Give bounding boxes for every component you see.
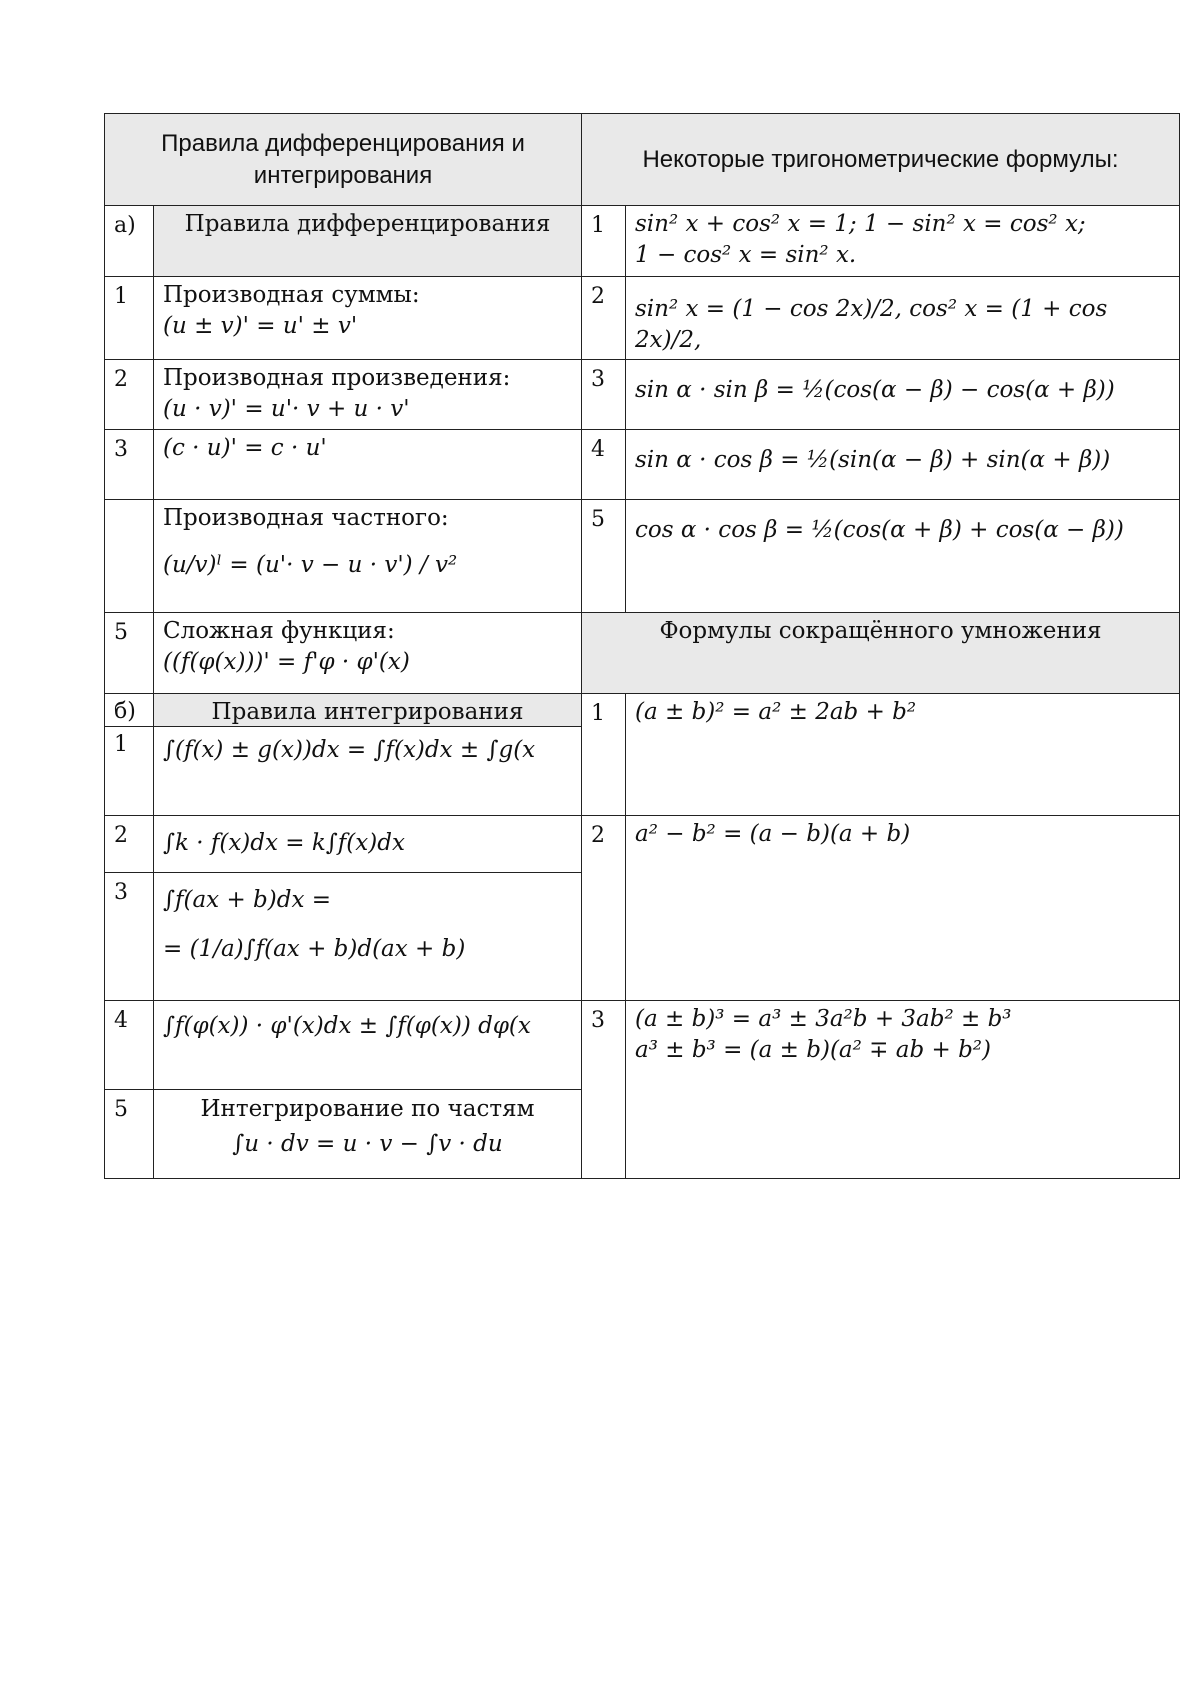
diff-marker: а) — [105, 206, 154, 277]
trig-num: 2 — [582, 277, 626, 360]
rule-formula: ∫u · dv = u · v − ∫v · du — [232, 1131, 503, 1158]
trig-num: 5 — [582, 500, 626, 613]
left-header: Правила дифференцирования и интегрирования — [105, 114, 582, 206]
trig-formula — [626, 430, 1180, 500]
diff-cell — [154, 500, 582, 613]
table-row — [105, 1001, 1180, 1179]
integ-num-cell — [105, 694, 154, 816]
rule-formula: (c · u)' = c · u' — [163, 435, 327, 462]
diff-cell — [154, 430, 582, 500]
diff-num: 1 — [105, 277, 154, 360]
rule-formula: (u · v)' = u'· v + u · v' — [163, 396, 410, 423]
integ-num: 5 — [114, 1097, 128, 1123]
rule-formula: = (1/a)∫f(ax + b)d(ax + b) — [163, 936, 466, 963]
trig-num: 4 — [582, 430, 626, 500]
rule-formula: ((f(φ(x)))' = f'φ · φ'(x) — [163, 649, 410, 676]
mult-num: 1 — [582, 694, 626, 816]
formula-line: sin α · sin β = ½(cos(α − β) − cos(α + β)) — [635, 377, 1115, 404]
rule-formula: ∫f(φ(x)) · φ'(x)dx ± ∫f(φ(x)) dφ(x — [154, 1001, 581, 1090]
table-row — [105, 694, 1180, 816]
mult-formula — [626, 1001, 1180, 1179]
trig-num: 1 — [582, 206, 626, 277]
trig-formula — [626, 500, 1180, 613]
formula-line: (a ± b)² = a² ± 2ab + b² — [635, 699, 917, 726]
table-row — [105, 360, 1180, 430]
diff-cell — [154, 360, 582, 430]
formula-line: a² − b² = (a − b)(a + b) — [635, 821, 911, 848]
formula-line: cos α · cos β = ½(cos(α + β) + cos(α − β)) — [635, 517, 1124, 544]
diff-num: 5 — [105, 613, 154, 694]
diff-num: 2 — [105, 360, 154, 430]
integ-num: 1 — [114, 732, 128, 758]
table-row — [105, 500, 1180, 613]
header-row — [105, 114, 1180, 206]
rule-formula: (u ± v)' = u' ± v' — [163, 313, 358, 340]
formula-line: 1 − cos² x = sin² x. — [635, 242, 857, 269]
diff-num — [105, 500, 154, 613]
rule-label: Интегрирование по частям — [200, 1096, 535, 1123]
rule-label: Производная частного: — [163, 505, 449, 532]
diff-num: 3 — [105, 430, 154, 500]
integ-marker: б) — [105, 694, 153, 727]
integ-cell — [154, 1001, 582, 1179]
rule-formula: (u/v)ˡ = (u'· v − u · v') / v² — [163, 552, 458, 579]
mult-formula — [626, 694, 1180, 816]
trig-num: 3 — [582, 360, 626, 430]
diff-section-title: Правила дифференцирования — [154, 206, 582, 277]
mult-section-title: Формулы сокращённого умножения — [582, 613, 1180, 694]
rule-formula: ∫f(ax + b)dx = — [163, 887, 332, 914]
integ-num: 4 — [105, 1001, 153, 1090]
rule-formula: ∫(f(x) ± g(x))dx = ∫f(x)dx ± ∫g(x — [163, 737, 536, 764]
trig-formula — [626, 206, 1180, 277]
trig-formula — [626, 277, 1180, 360]
rule-formula: ∫k · f(x)dx = k∫f(x)dx — [154, 816, 581, 873]
table-row — [105, 816, 1180, 1001]
right-header: Некоторые тригонометрические формулы: — [582, 114, 1180, 206]
integ-num-cell — [105, 816, 154, 1001]
formula-line: (a ± b)³ = a³ ± 3a²b + 3ab² ± b³ — [635, 1006, 1012, 1033]
mult-formula — [626, 816, 1180, 1001]
mult-num: 3 — [582, 1001, 626, 1179]
integ-section-title: Правила интегрирования — [154, 694, 581, 727]
integ-num: 3 — [114, 880, 128, 906]
table-row — [105, 430, 1180, 500]
formulas-table — [104, 113, 1180, 1179]
rule-label: Сложная функция: — [163, 618, 395, 645]
mult-num: 2 — [582, 816, 626, 1001]
trig-formula — [626, 360, 1180, 430]
formula-line: a³ ± b³ = (a ± b)(a² ∓ ab + b²) — [635, 1037, 991, 1064]
integ-num: 2 — [105, 816, 153, 873]
formula-line: sin² x + cos² x = 1; 1 − sin² x = cos² x; — [635, 211, 1086, 237]
formula-line: sin² x = (1 − cos 2x)/2, cos² x = (1 + cos 2x)/2, — [635, 296, 1108, 354]
formula-line: sin α · cos β = ½(sin(α − β) + sin(α + β)) — [635, 447, 1111, 474]
integ-num-cell — [105, 1001, 154, 1179]
rule-label: Производная произведения: — [163, 365, 511, 392]
diff-cell — [154, 277, 582, 360]
integ-cell — [154, 816, 582, 1001]
integ-cell — [154, 694, 582, 816]
diff-cell — [154, 613, 582, 694]
table-row — [105, 613, 1180, 694]
rule-label: Производная суммы: — [163, 282, 420, 308]
table-row — [105, 277, 1180, 360]
table-row — [105, 206, 1180, 277]
